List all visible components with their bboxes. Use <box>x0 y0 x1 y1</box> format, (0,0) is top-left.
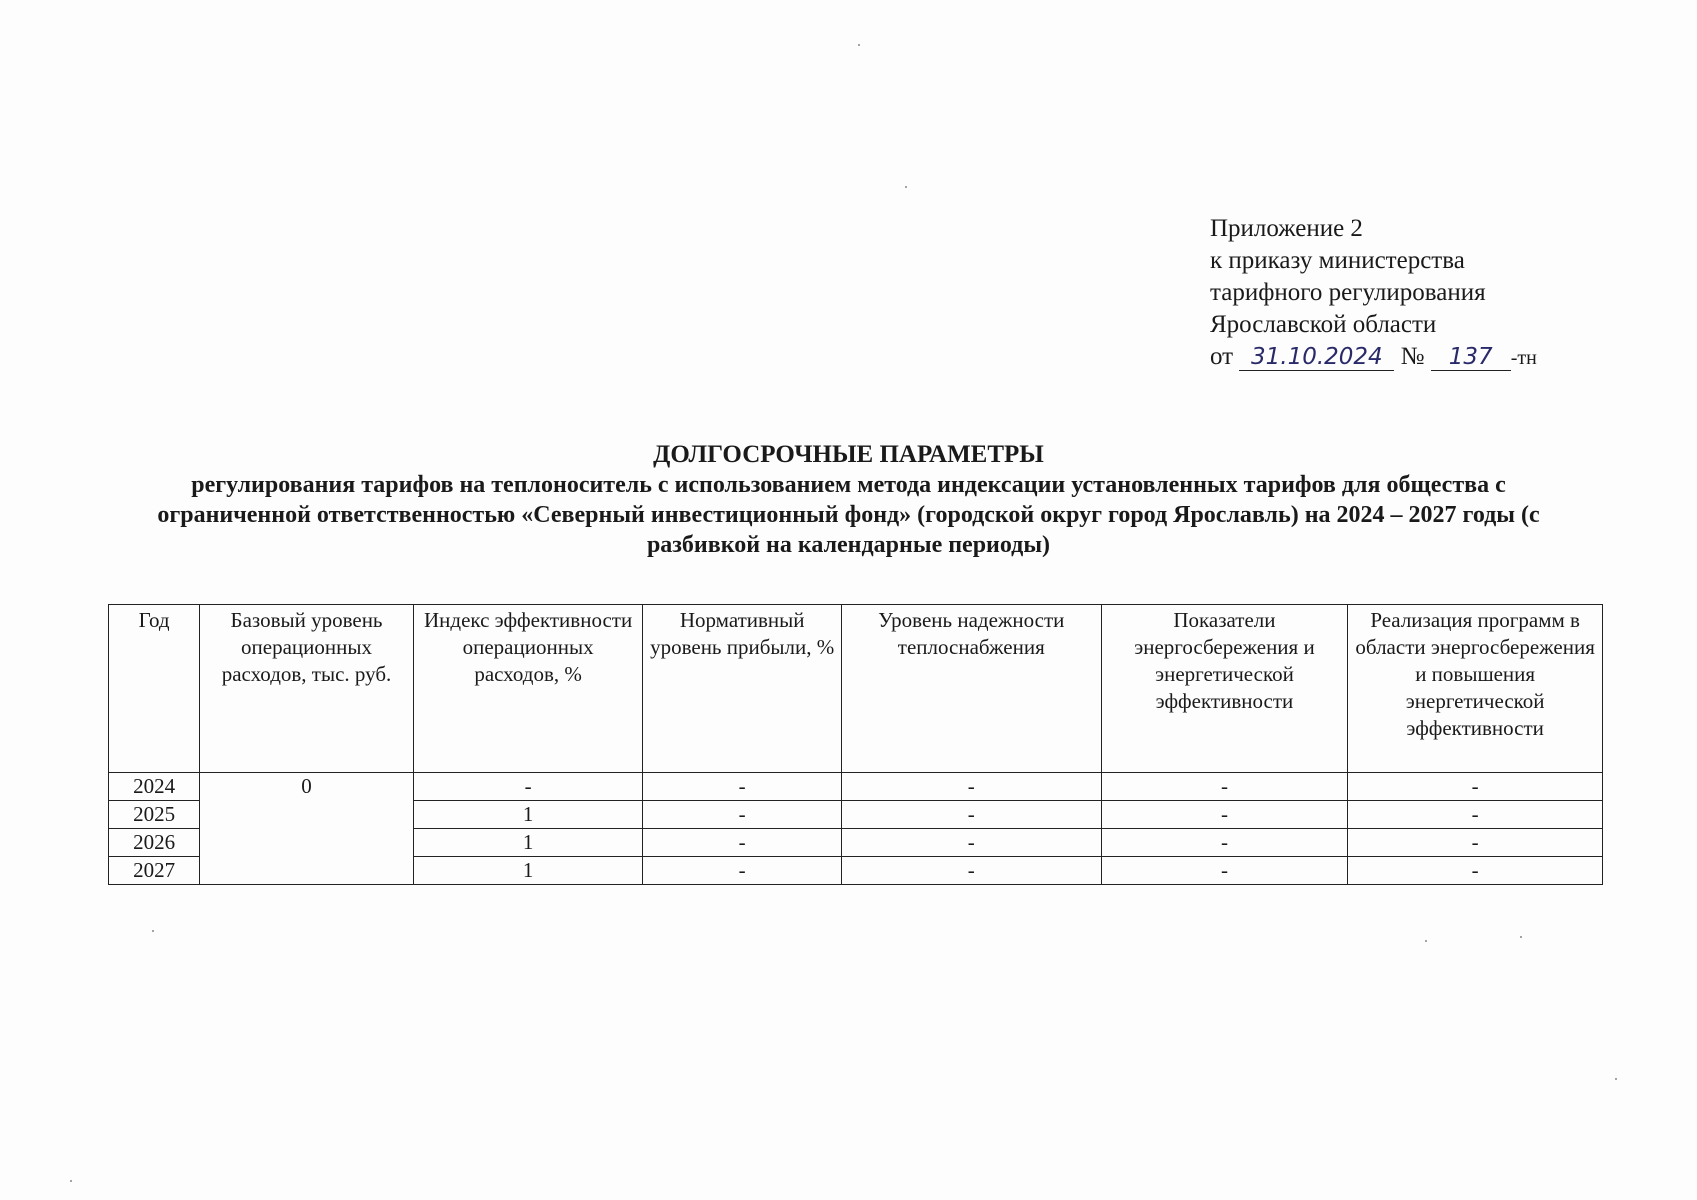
header-energy-programs: Реализация программ в области энергосбережения и повышения энергетической эффективности <box>1348 605 1603 773</box>
cell-index: 1 <box>413 857 643 885</box>
scan-speck <box>1520 936 1522 938</box>
cell-profit: - <box>643 857 842 885</box>
scan-speck <box>1615 1078 1617 1080</box>
scan-speck <box>70 1180 72 1182</box>
appendix-block <box>1210 213 1537 374</box>
header-base-level: Базовый уровень операционных расходов, тыс. руб. <box>200 605 414 773</box>
appendix-date-line <box>1210 341 1537 374</box>
header-efficiency-index: Индекс эффективности операционных расходов, % <box>413 605 643 773</box>
cell-year: 2027 <box>109 857 200 885</box>
appendix-line-region: Ярославской области <box>1210 311 1437 338</box>
scan-speck <box>905 186 907 188</box>
document-title: ДОЛГОСРОЧНЫЕ ПАРАМЕТРЫ <box>653 441 1044 468</box>
header-profit-level: Нормативный уровень прибыли, % <box>643 605 842 773</box>
cell-reliability: - <box>841 773 1101 801</box>
cell-programs: - <box>1348 829 1603 857</box>
document-subtitle: регулирования тарифов на теплоноситель с использованием метода индексации установленных тарифов для общества с ограниченной ответственностью «Северный инвестиционный фонд» (городской округ город Ярославль) на 2024 – 2027 годы (с разбивкой на календарные периоды) <box>157 472 1540 558</box>
cell-reliability: - <box>841 801 1101 829</box>
scan-speck <box>858 44 860 46</box>
cell-year: 2025 <box>109 801 200 829</box>
header-year: Год <box>109 605 200 773</box>
cell-energy: - <box>1101 829 1348 857</box>
cell-energy: - <box>1101 773 1348 801</box>
order-suffix: -тн <box>1510 347 1537 369</box>
header-energy-indicators: Показатели энергосбережения и энергетической эффективности <box>1101 605 1348 773</box>
appendix-line-order: к приказу министерства <box>1210 247 1465 274</box>
cell-profit: - <box>643 801 842 829</box>
scan-speck <box>152 930 154 932</box>
order-date: 31.10.2024 <box>1239 344 1394 371</box>
cell-profit: - <box>643 773 842 801</box>
cell-programs: - <box>1348 857 1603 885</box>
cell-programs: - <box>1348 801 1603 829</box>
cell-index: 1 <box>413 801 643 829</box>
cell-reliability: - <box>841 857 1101 885</box>
date-prefix: от <box>1210 343 1234 370</box>
cell-reliability: - <box>841 829 1101 857</box>
order-number: 137 <box>1431 344 1511 371</box>
appendix-line-ministry: тарифного регулирования <box>1210 279 1486 306</box>
cell-energy: - <box>1101 801 1348 829</box>
cell-energy: - <box>1101 857 1348 885</box>
parameters-table <box>108 604 1603 885</box>
table-header-row <box>109 605 1603 773</box>
cell-programs: - <box>1348 773 1603 801</box>
appendix-title: Приложение 2 <box>1210 215 1363 242</box>
cell-year: 2026 <box>109 829 200 857</box>
cell-index: - <box>413 773 643 801</box>
cell-profit: - <box>643 829 842 857</box>
scan-speck <box>1425 940 1427 942</box>
cell-index: 1 <box>413 829 643 857</box>
number-sign: № <box>1400 343 1425 370</box>
cell-year: 2024 <box>109 773 200 801</box>
document-heading <box>100 440 1597 560</box>
header-reliability: Уровень надежности теплоснабжения <box>841 605 1101 773</box>
cell-base-level: 0 <box>200 773 414 885</box>
table-row <box>109 773 1603 801</box>
